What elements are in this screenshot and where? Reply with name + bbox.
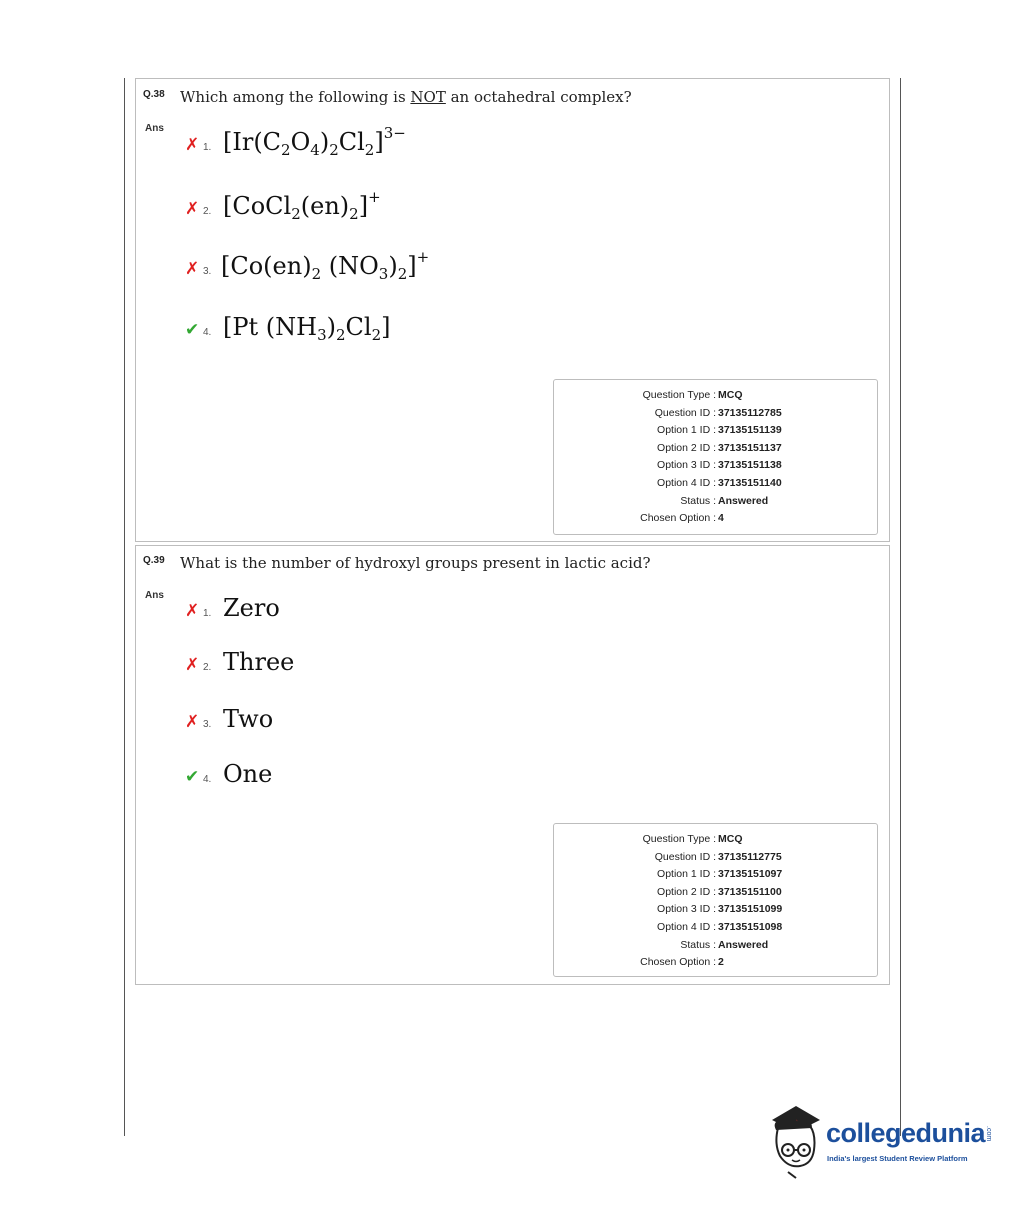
question-number: Q.39 [143,555,165,566]
right-margin-line [900,78,901,1136]
question-type: MCQ [718,833,743,845]
collegedunia-logo [766,1104,996,1182]
check-mark-icon: ✔ [185,767,200,786]
question-id: 37135112785 [718,407,782,419]
option-4-id: 37135151098 [718,921,783,933]
question-text: Which among the following is NOT an octahedral complex? [180,88,632,106]
option-3-id: 37135151099 [718,903,783,915]
question-info-panel: Question Type : MCQ Question ID : 37135112775 Option 1 ID : 37135151097 Option 2 ID : 37135151100 Option 3 ID : 37135151099 Option 4 ID : 37135151098 Status : Answered Chosen Option : 2 [553,823,878,977]
option-number: 2. [203,206,212,217]
option-1-id: 37135151097 [718,868,783,880]
chosen-option: 4 [718,512,724,524]
emphasis-not: NOT [410,88,446,106]
option-1-id: 37135151139 [718,424,782,436]
option-text: $[CoCl_2(en)_2]^+$ [223,188,381,223]
option-text: One [223,760,273,788]
cross-mark-icon: ✗ [185,259,200,278]
option-number: 1. [203,608,212,619]
cross-mark-icon: ✗ [185,601,200,620]
option-3 [185,705,273,733]
option-2 [185,648,294,676]
option-text: Three [223,648,295,676]
option-text: [$Co(en)_2$ $(NO_3)_2]^+$ [221,248,430,283]
option-number: 3. [203,719,212,730]
option-2 [185,188,381,223]
option-4-id: 37135151140 [718,477,782,489]
answer-status: Answered [718,939,769,951]
cross-mark-icon: ✗ [185,655,200,674]
cross-mark-icon: ✗ [185,199,200,218]
option-text: [Pt $(NH_3)_2Cl_2$] [223,313,391,344]
option-number: 2. [203,662,212,673]
option-3 [185,248,429,283]
cross-mark-icon: ✗ [185,712,200,731]
option-4 [185,760,272,788]
check-mark-icon: ✔ [185,320,200,339]
option-4 [185,313,391,344]
cross-mark-icon: ✗ [185,135,200,154]
mascot-icon [766,1104,824,1182]
ans-label: Ans [145,123,164,134]
option-number: 1. [203,142,212,153]
option-text: Zero [223,594,280,622]
option-3-id: 37135151138 [718,459,782,471]
option-1 [185,594,280,622]
ans-label: Ans [145,590,164,601]
answer-status: Answered [718,495,769,507]
left-margin-line [124,78,125,1136]
option-number: 4. [203,774,212,785]
question-text: What is the number of hydroxyl groups present in lactic acid? [180,554,651,572]
brand-tagline: India's largest Student Review Platform [827,1154,968,1163]
option-text: $[Ir(C_2O_4)_2Cl_2]^{3-}$ [223,124,406,159]
question-info-panel: Question Type : MCQ Question ID : 37135112785 Option 1 ID : 37135151139 Option 2 ID : 37135151137 Option 3 ID : 37135151138 Option 4 ID : 37135151140 Status : Answered Chosen Option : 4 [553,379,878,535]
option-text: Two [223,705,274,733]
question-number: Q.38 [143,89,165,100]
chosen-option: 2 [718,956,724,968]
option-number: 3. [203,266,212,277]
brand-dotcom: .com [985,1126,992,1142]
option-2-id: 37135151100 [718,886,782,898]
option-2-id: 37135151137 [718,442,782,454]
option-1 [185,124,406,159]
question-id: 37135112775 [718,851,782,863]
question-type: MCQ [718,389,743,401]
brand-name: collegedunia [826,1118,986,1148]
option-number: 4. [203,327,212,338]
